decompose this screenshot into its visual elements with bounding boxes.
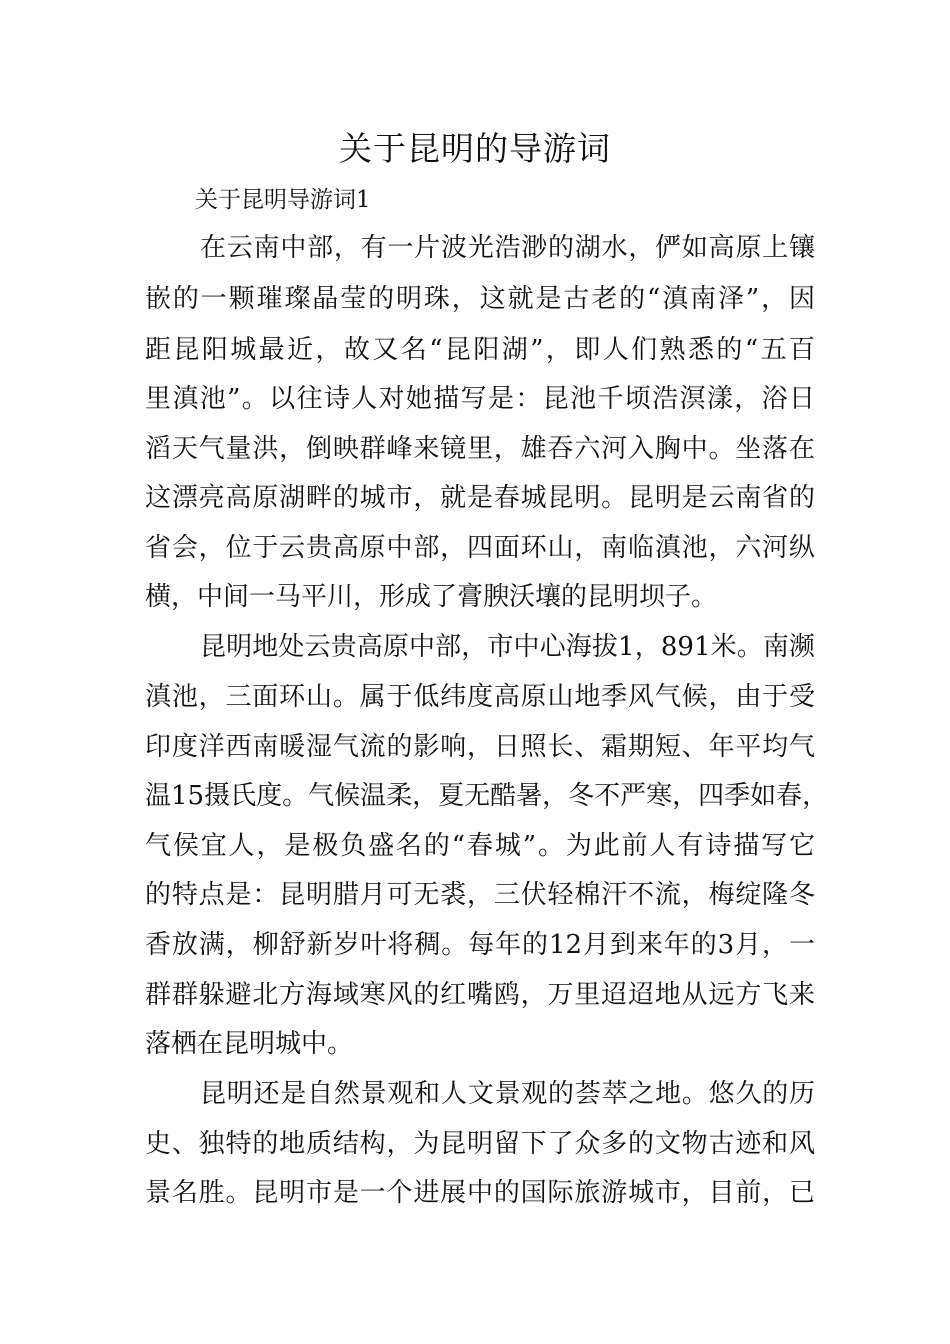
- text-line: 气侯宜人，是极负盛名的“春城”。为此前人有诗描写它: [145, 831, 815, 861]
- text-line: 景名胜。昆明市是一个进展中的国际旅游城市，目前，已: [145, 1178, 815, 1208]
- text-line: 嵌的一颗璀璨晶莹的明珠，这就是古老的“滇南泽”，因: [145, 284, 815, 314]
- text-line: 印度洋西南暖湿气流的影响，日照长、霜期短、年平均气: [145, 732, 815, 762]
- text-line: 史、独特的地质结构，为昆明留下了众多的文物古迹和风: [145, 1129, 815, 1159]
- text-line: 群群躲避北方海域寒风的红嘴鸥，万里迢迢地从远方飞来: [145, 980, 815, 1010]
- text-line: 里滇池”。以往诗人对她描写是：昆池千顷浩溟漾，浴日: [145, 384, 815, 414]
- text-line: 滔天气量洪，倒映群峰来镜里，雄吞六河入胸中。坐落在: [145, 434, 815, 464]
- text-line: 横，中间一马平川，形成了膏腴沃壤的昆明坝子。: [145, 582, 718, 612]
- text-line: 香放满，柳舒新岁叶将稠。每年的12月到来年的3月，一: [145, 930, 815, 960]
- text-line: 距昆阳城最近，故又名“昆阳湖”，即人们熟悉的“五百: [145, 335, 815, 365]
- text-line: 的特点是：昆明腊月可无裘，三伏轻棉汗不流，梅绽隆冬: [145, 880, 815, 910]
- text-line: 昆明还是自然景观和人文景观的荟萃之地。悠久的历: [200, 1079, 815, 1109]
- document-title: 关于昆明的导游词: [339, 129, 611, 168]
- text-line: 这漂亮高原湖畔的城市，就是春城昆明。昆明是云南省的: [145, 483, 815, 513]
- text-line: 落栖在昆明城中。: [145, 1029, 354, 1059]
- text-line: 省会，位于云贵高原中部，四面环山，南临滇池，六河纵: [145, 533, 815, 563]
- text-line: 昆明地处云贵高原中部，市中心海拔1，891米。南濒: [200, 632, 815, 662]
- text-line: 滇池，三面环山。属于低纬度高原山地季风气候，由于受: [145, 682, 815, 712]
- text-line: 在云南中部，有一片波光浩渺的湖水，俨如高原上镶: [200, 233, 815, 263]
- text-line: 温15摄氏度。气候温柔，夏无酷暑，冬不严寒，四季如春，: [145, 781, 829, 811]
- section-heading: 关于昆明导游词1: [195, 187, 371, 213]
